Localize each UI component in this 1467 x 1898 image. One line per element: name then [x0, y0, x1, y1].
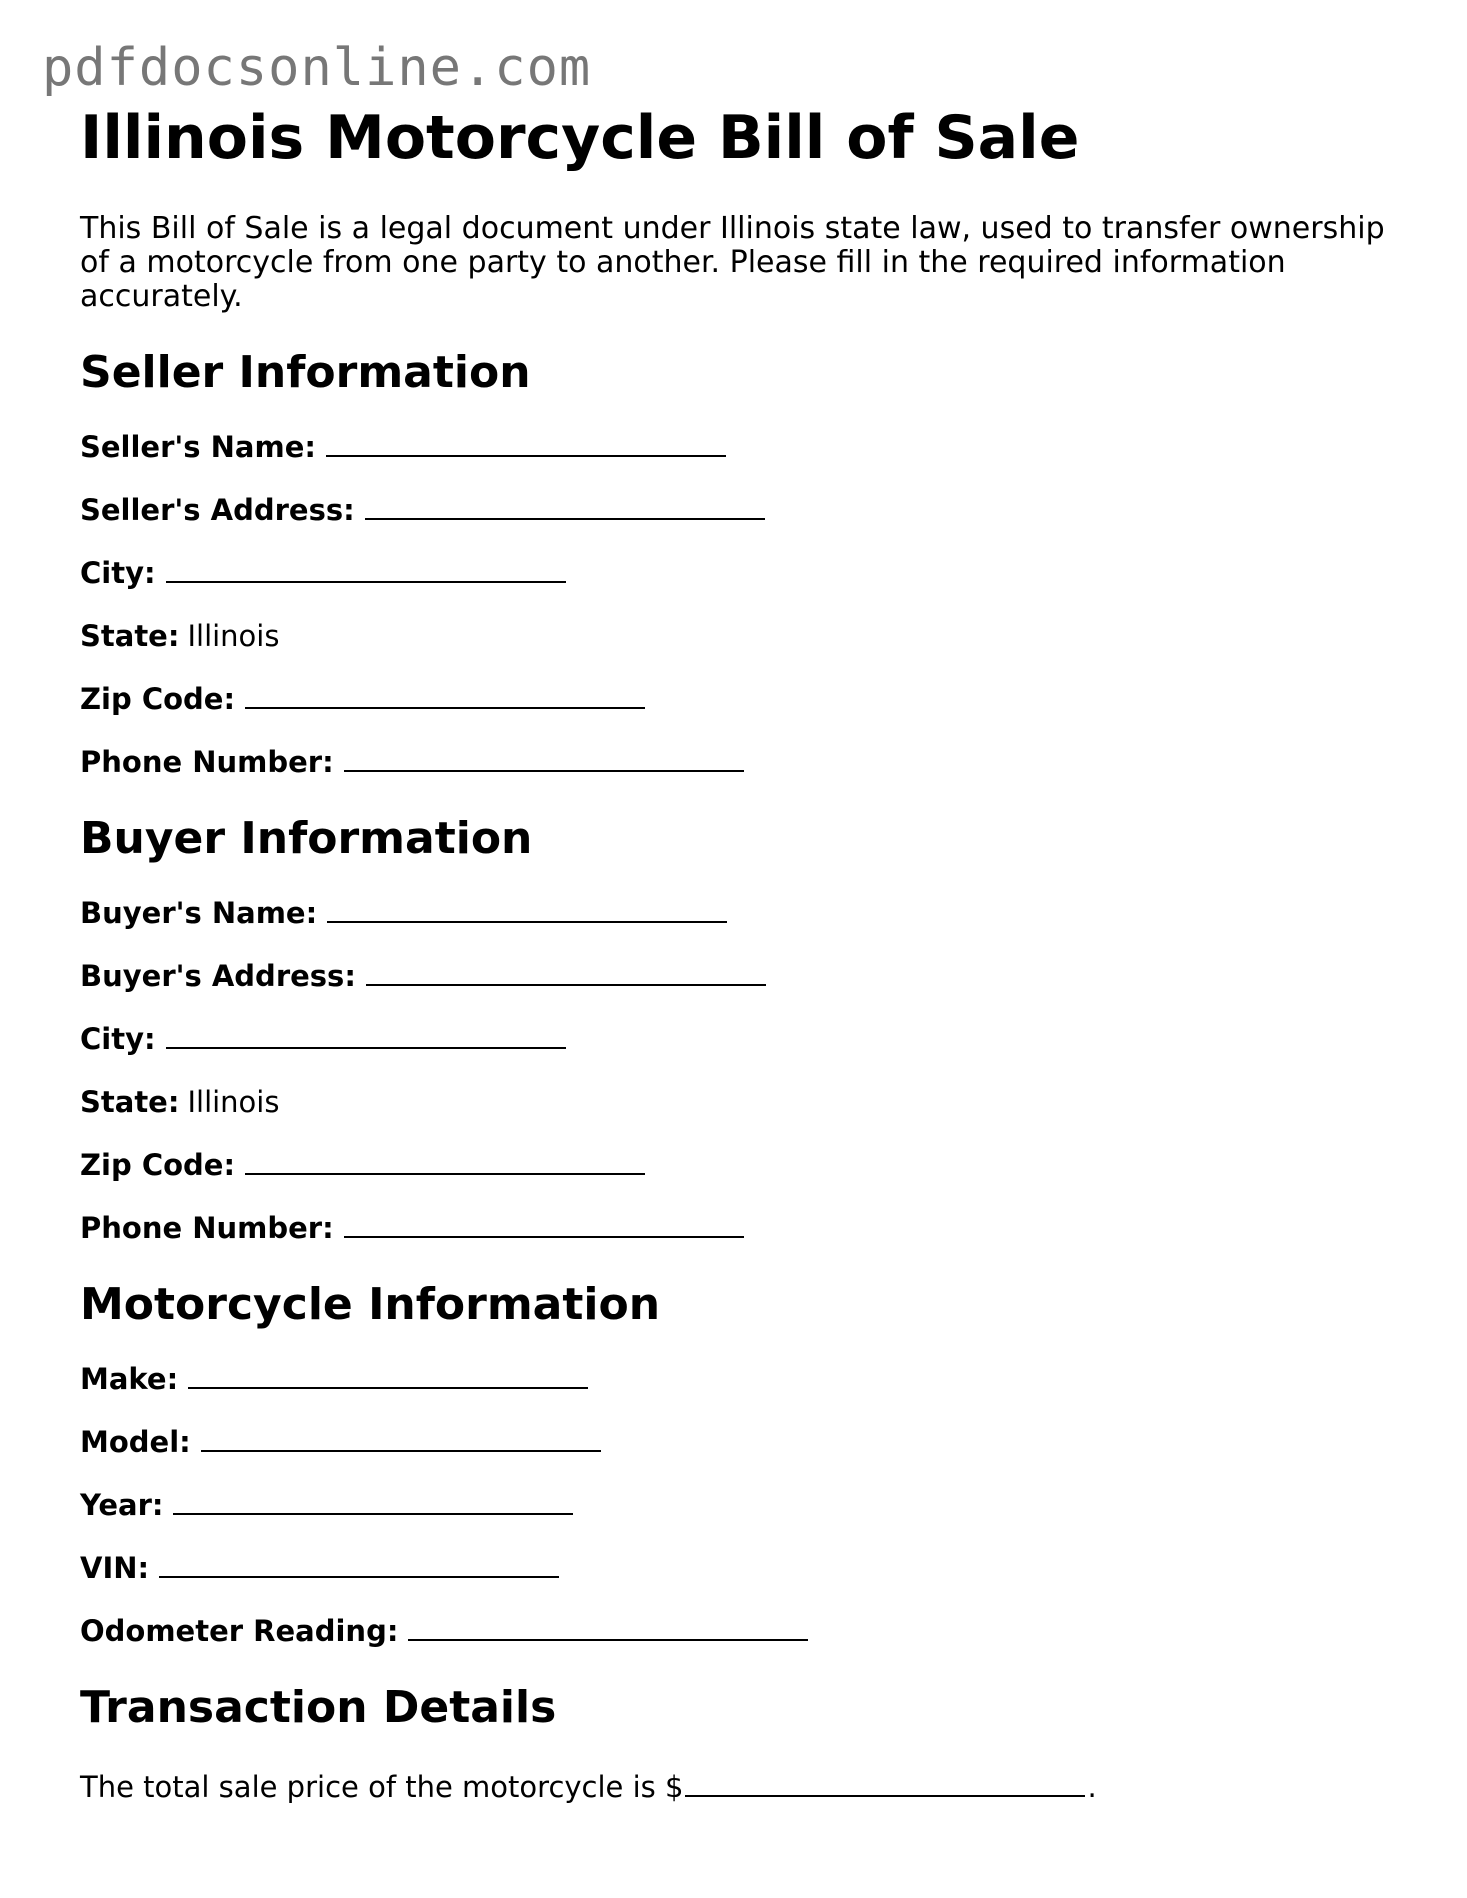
vin-field [80, 1550, 1420, 1586]
buyer-zip-input[interactable] [245, 1147, 645, 1175]
buyer-city-label: City: [80, 1022, 156, 1056]
make-input[interactable] [188, 1361, 588, 1389]
make-field [80, 1361, 1420, 1397]
document-body [80, 102, 1420, 1805]
buyer-name-input[interactable] [327, 895, 727, 923]
buyer-zip-field [80, 1147, 1420, 1183]
watermark: pdfdocsonline.com [42, 38, 592, 98]
seller-city-input[interactable] [166, 555, 566, 583]
seller-state-label: State: [80, 619, 180, 653]
buyer-address-input[interactable] [366, 958, 766, 986]
seller-zip-label: Zip Code: [80, 682, 236, 716]
seller-address-field [80, 492, 1420, 528]
seller-name-label: Seller's Name: [80, 430, 316, 464]
buyer-phone-input[interactable] [344, 1210, 744, 1238]
seller-state-value: Illinois [187, 619, 280, 653]
buyer-name-field [80, 895, 1420, 931]
model-label: Model: [80, 1425, 191, 1459]
seller-phone-label: Phone Number: [80, 745, 334, 779]
buyer-zip-label: Zip Code: [80, 1148, 236, 1182]
buyer-section-heading: Buyer Information [80, 813, 533, 864]
seller-zip-field [80, 681, 1420, 717]
year-label: Year: [80, 1488, 164, 1522]
buyer-phone-field [80, 1210, 1420, 1246]
make-label: Make: [80, 1362, 179, 1396]
buyer-phone-label: Phone Number: [80, 1211, 334, 1245]
seller-address-label: Seller's Address: [80, 493, 355, 527]
buyer-state-value: Illinois [187, 1085, 280, 1119]
sale-price-text: The total sale price of the motorcycle is $ [80, 1770, 684, 1804]
year-field [80, 1487, 1420, 1523]
transaction-section-heading: Transaction Details [80, 1682, 557, 1733]
seller-city-field [80, 555, 1420, 591]
seller-name-field [80, 429, 1420, 465]
buyer-city-input[interactable] [166, 1021, 566, 1049]
seller-phone-field [80, 744, 1420, 780]
model-input[interactable] [201, 1424, 601, 1452]
buyer-address-label: Buyer's Address: [80, 959, 356, 993]
seller-name-input[interactable] [326, 429, 726, 457]
buyer-state-field [80, 1084, 1420, 1120]
odometer-field [80, 1613, 1420, 1649]
motorcycle-section-heading: Motorcycle Information [80, 1279, 661, 1330]
seller-phone-input[interactable] [344, 744, 744, 772]
model-field [80, 1424, 1420, 1460]
seller-city-label: City: [80, 556, 156, 590]
sale-price-period: . [1087, 1770, 1097, 1804]
seller-zip-input[interactable] [245, 681, 645, 709]
buyer-name-label: Buyer's Name: [80, 896, 318, 930]
vin-input[interactable] [159, 1550, 559, 1578]
seller-address-input[interactable] [365, 492, 765, 520]
buyer-state-label: State: [80, 1085, 180, 1119]
year-input[interactable] [173, 1487, 573, 1515]
seller-section-heading: Seller Information [80, 347, 531, 398]
sale-price-input[interactable] [685, 1769, 1085, 1797]
seller-state-field [80, 618, 1420, 654]
vin-label: VIN: [80, 1551, 150, 1585]
buyer-city-field [80, 1021, 1420, 1057]
buyer-address-field [80, 958, 1420, 994]
odometer-label: Odometer Reading: [80, 1614, 399, 1648]
sale-price-sentence [80, 1769, 1420, 1805]
intro-paragraph: This Bill of Sale is a legal document under Illinois state law, used to transfer ownership of a motorcycle from one party to another. Please fill in the required information accurately. [80, 211, 1385, 314]
page-title: Illinois Motorcycle Bill of Sale [80, 103, 1080, 173]
odometer-input[interactable] [408, 1613, 808, 1641]
